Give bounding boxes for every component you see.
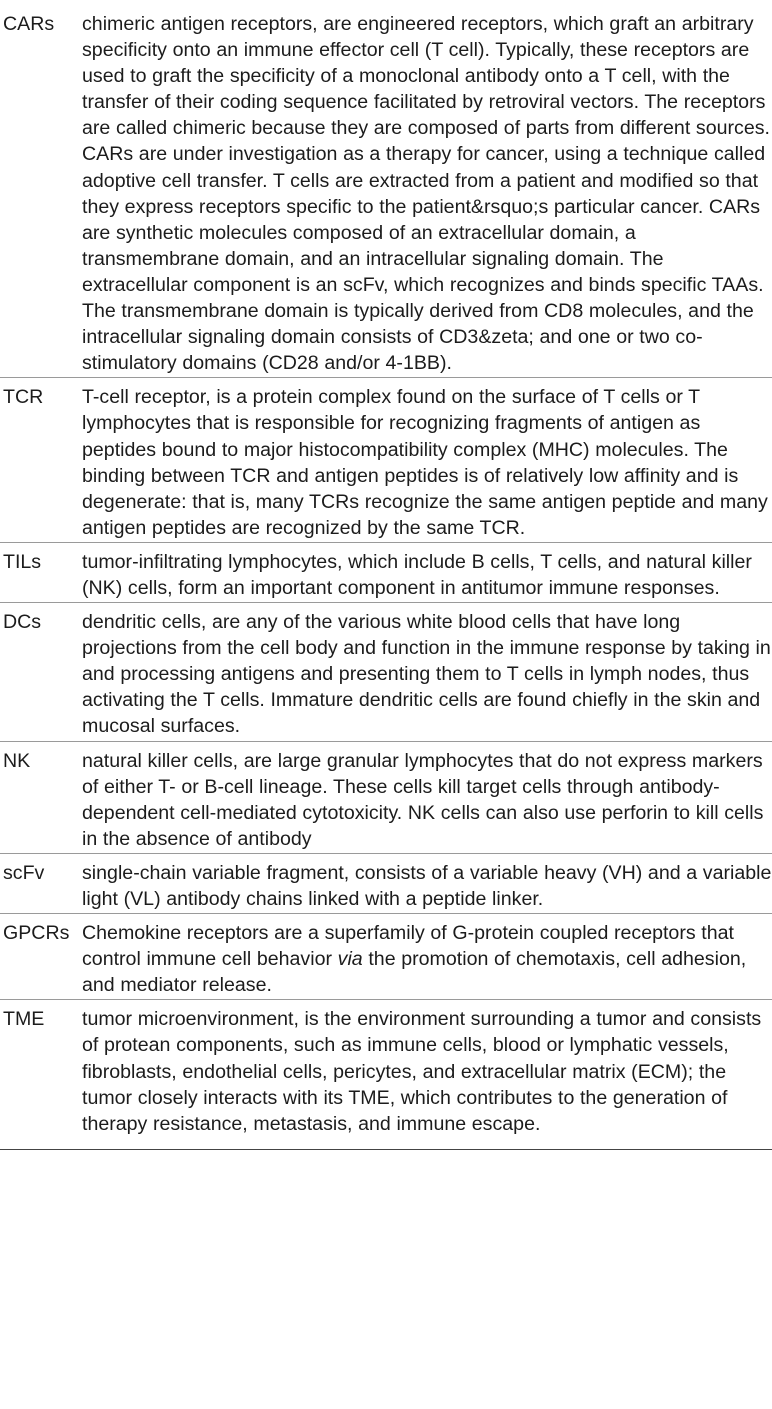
- glossary-row-nk: [0, 741, 772, 853]
- glossary-definition: chimeric antigen receptors, are engineered receptors, which graft an arbitrary specificity onto an immune effector cell (T cell). Typically, these receptors are used to graft the specificity of a monoclonal antibody onto a T cell, with the transfer of their coding sequence facilitated by retroviral vectors. The receptors are called chimeric because they are composed of parts from different sources. CARs are under investigation as a therapy for cancer, using a technique called adoptive cell transfer. T cells are extracted from a patient and modified so that they express receptors specific to the patient&rsquo;s particular cancer. CARs are synthetic molecules composed of an extracellular domain, a transmembrane domain, and an intracellular signaling domain. The extracellular component is an scFv, which recognizes and binds specific TAAs. The transmembrane domain is typically derived from CD8 molecules, and the intracellular signaling domain consists of CD3&zeta; and one or two co-stimulatory domains (CD28 and/or 4-1BB).: [82, 13, 770, 375]
- glossary-term: GPCRs: [0, 914, 82, 1000]
- glossary-row-scfv: [0, 853, 772, 913]
- glossary-row-tme: [0, 1000, 772, 1149]
- glossary-definition: tumor microenvironment, is the environment surrounding a tumor and consists of protean components, such as immune cells, blood or lymphatic vessels, fibroblasts, endothelial cells, pericytes, and extracellular matrix (ECM); the tumor closely interacts with its TME, which contributes to the generation of therapy resistance, metastasis, and immune escape.: [82, 1000, 772, 1149]
- glossary-term: TILs: [0, 542, 82, 602]
- glossary-definition: T-cell receptor, is a protein complex found on the surface of T cells or T lymphocytes that is responsible for recognizing fragments of antigen as peptides bound to major histocompatibility complex (MHC) molecules. The binding between TCR and antigen peptides is of relatively low affinity and is degenerate: that is, many TCRs recognize the same antigen peptide and many antigen peptides are recognized by the same TCR.: [82, 378, 772, 543]
- glossary-term: CARs: [3, 13, 55, 35]
- glossary-definition: tumor-infiltrating lymphocytes, which include B cells, T cells, and natural killer (NK) cells, form an important component in antitumor immune responses.: [82, 542, 772, 602]
- glossary-row-gpcrs: [0, 914, 772, 1000]
- definition-text-before: Chemokine receptors are a superfamily of G-protein coupled receptors that control immune cell behavior: [82, 922, 734, 971]
- glossary-definition: single-chain variable fragment, consists of a variable heavy (VH) and a variable light (VL) antibody chains linked with a peptide linker.: [82, 853, 772, 913]
- glossary-definition: natural killer cells, are large granular lymphocytes that do not express markers of either T- or B-cell lineage. These cells kill target cells through antibody-dependent cell-mediated cytotoxicity. NK cells can also use perforin to kill cells in the absence of antibody: [82, 741, 772, 853]
- glossary-term: TCR: [0, 378, 82, 543]
- glossary-term: NK: [0, 741, 82, 853]
- glossary-term: TME: [0, 1000, 82, 1149]
- glossary-row-tcr: [0, 378, 772, 543]
- glossary-row-cars: [0, 0, 772, 378]
- glossary-term: scFv: [0, 853, 82, 913]
- definition-text-after: the promotion of chemotaxis, cell adhesion, and mediator release.: [82, 948, 747, 997]
- glossary-row-tils: [0, 542, 772, 602]
- glossary-definition: [82, 914, 772, 1000]
- definition-italic-text: via: [337, 948, 363, 971]
- glossary-term: DCs: [0, 603, 82, 741]
- glossary-row-dcs: [0, 603, 772, 741]
- glossary-definition: dendritic cells, are any of the various white blood cells that have long projections from the cell body and function in the immune response by taking in and processing antigens and presenting them to T cells in lymph nodes, thus activating the T cells. Immature dendritic cells are found chiefly in the skin and mucosal surfaces.: [82, 603, 772, 741]
